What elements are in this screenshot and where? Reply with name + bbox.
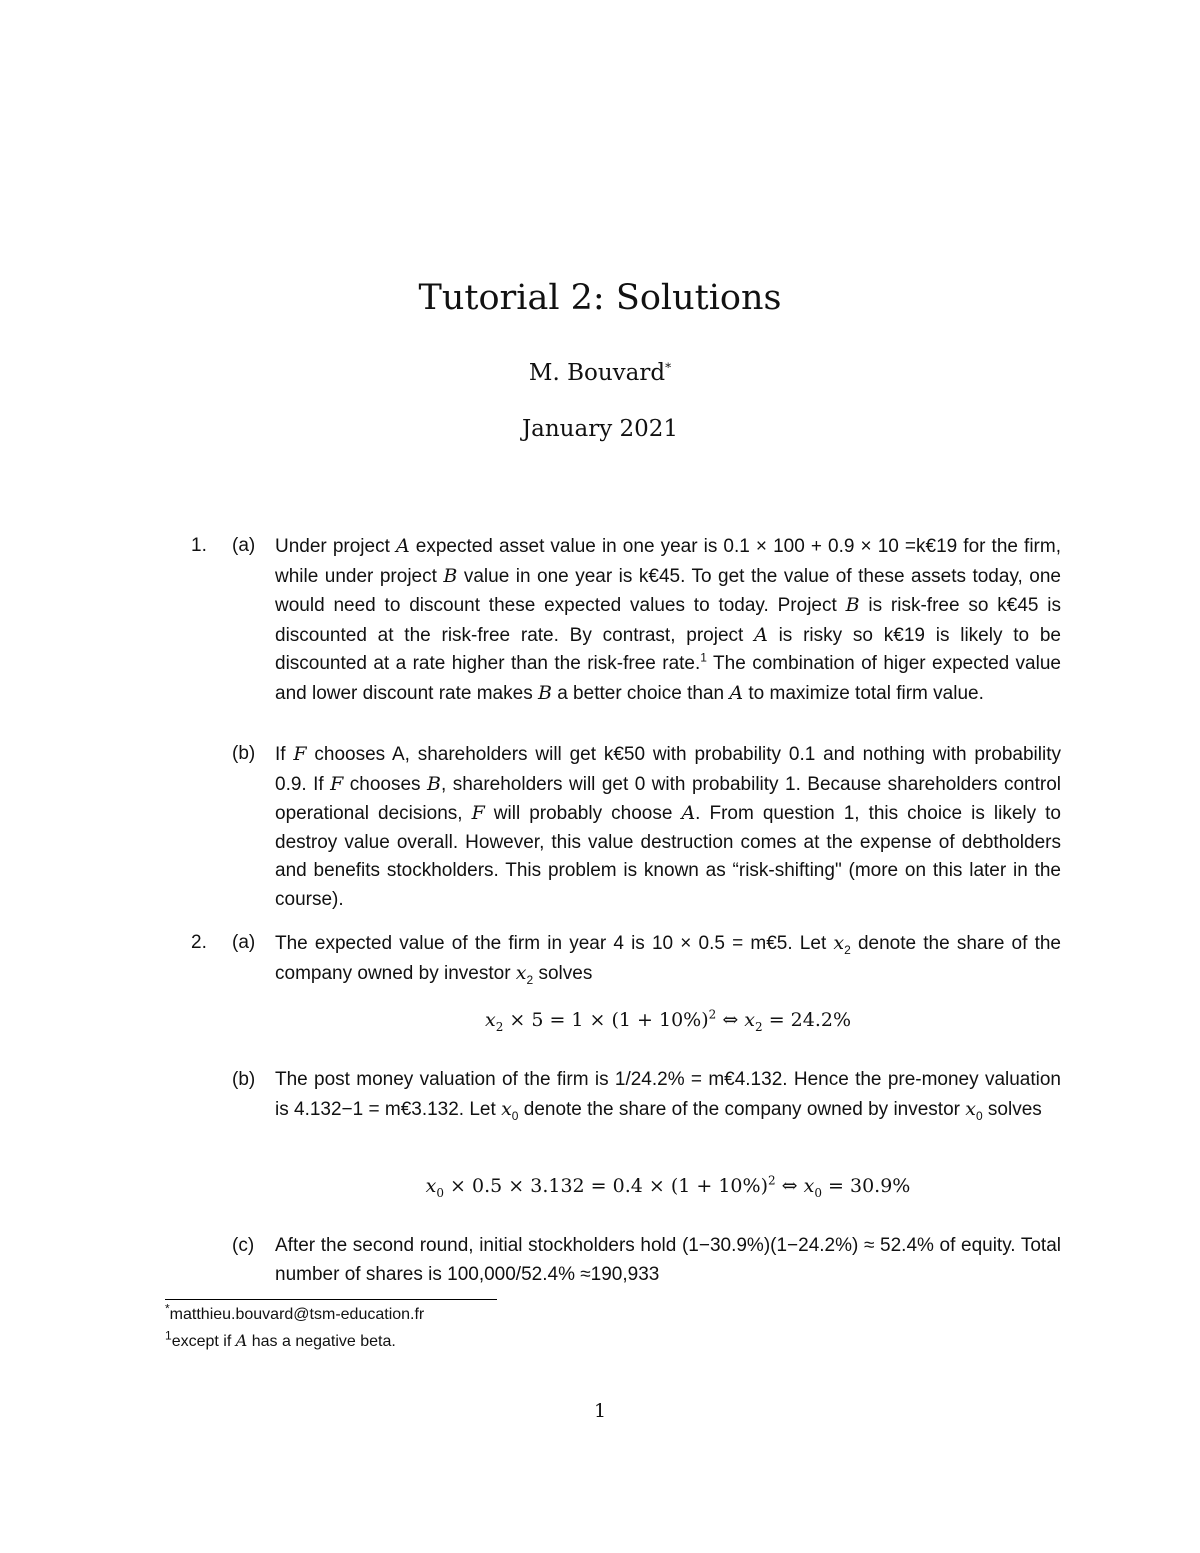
footnote-email: *matthieu.bouvard@tsm-education.fr: [165, 1301, 425, 1323]
author-line: [0, 360, 1200, 386]
item-label: (b): [232, 743, 256, 764]
equation-2a: $x_2 \times 5 = 1 \times (1 + 10\%)^2$ ⇔ $x_2 = 24.2\%$: [484, 1007, 852, 1034]
date-line: January 2021: [521, 416, 679, 442]
author-footnote-mark: *: [665, 360, 672, 375]
answer-2b: The post money valuation of the firm is 1/24.2% = m€4.132. Hence the pre-money valuation is 4.132−1 = m€3.132. Let $x_0$ denote the share of the company owned by investor $x_0$ solves: [275, 1069, 1061, 1123]
equation-2b: $x_0 \times 0.5 \times 3.132 = 0.4 \times (1 + 10\%)^2$ ⇔ $x_0 = 30.9\%$: [425, 1173, 911, 1200]
author-name: M. Bouvard: [528, 360, 666, 386]
footnote-rule: [165, 1299, 497, 1300]
item-label: (a): [232, 535, 256, 556]
item-label: (c): [232, 1235, 255, 1256]
question-number: 2.: [191, 932, 207, 953]
answer-1b: If F chooses A, shareholders will get k€50 with probability 0.1 and nothing with probability 0.9. If F chooses B, shareholders will get 0 with probability 1. Because shareholders control operational decisions, F will probably choose A. From question 1, this choice is likely to destroy value overall. However, this value destruction comes at the expense of debtholders and benefits stockholders. This problem is known as “risk-shifting" (more on this later in the course).: [275, 743, 1062, 910]
question-number: 1.: [191, 535, 207, 556]
answer-2a: The expected value of the firm in year 4 is 10 × 0.5 = m€5. Let $x_2$ denote the share of the company owned by investor $x_2$ solves: [275, 932, 1061, 987]
footnote-1: $^1$except if A has a negative beta.: [165, 1328, 396, 1350]
answer-2c: After the second round, initial stockholders hold (1−30.9%)(1−24.2%) ≈ 52.4% of equity. Total number of shares is 100,000/52.4% ≈190,933: [275, 1235, 1061, 1285]
item-label: (b): [232, 1069, 256, 1090]
page-title: Tutorial 2: Solutions: [418, 278, 782, 318]
answer-1a: Under project A expected asset value in one year is 0.1 × 100 + 0.9 × 10 =k€19 for the firm, while under project B value in one year is k€45. To get the value of these assets today, one would need to discount these expected values to today. Project B is risk-free so k€45 is discounted at the risk-free rate. By contrast, project A is risky so k€19 is likely to be discounted at a rate higher than the risk-free rate.$^1$ The combination of higer expected value and lower discount rate makes B a better choice than A to maximize total firm value.: [275, 535, 1061, 704]
footnote-ref: 1: [700, 650, 707, 665]
page-number: 1: [593, 1400, 607, 1422]
item-label: (a): [232, 932, 256, 953]
